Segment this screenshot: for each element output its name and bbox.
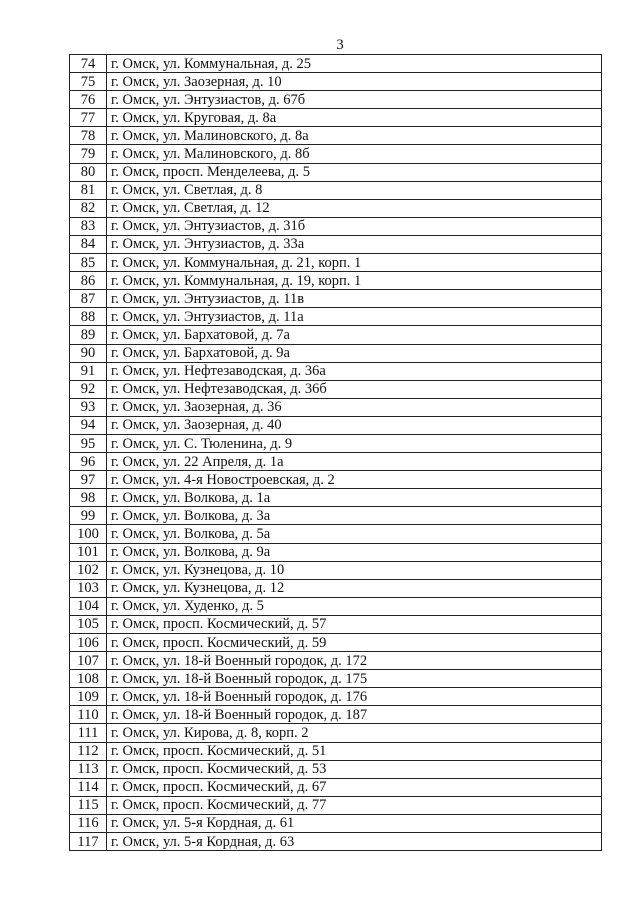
table-row: [70, 362, 602, 380]
table-row: [70, 579, 602, 597]
row-number: 100: [70, 525, 107, 543]
row-number: 111: [70, 724, 107, 742]
table-row: [70, 55, 602, 73]
row-address: г. Омск, ул. Бархатовой, д. 9а: [107, 344, 602, 362]
row-address: г. Омск, ул. 18-й Военный городок, д. 175: [107, 670, 602, 688]
row-number: 84: [70, 235, 107, 253]
table-row: [70, 290, 602, 308]
row-number: 117: [70, 833, 107, 851]
row-address: г. Омск, ул. Энтузиастов, д. 11в: [107, 290, 602, 308]
row-address: г. Омск, ул. 5-я Кордная, д. 63: [107, 833, 602, 851]
row-address: г. Омск, ул. Кирова, д. 8, корп. 2: [107, 724, 602, 742]
row-number: 90: [70, 344, 107, 362]
table-row: [70, 670, 602, 688]
row-number: 115: [70, 796, 107, 814]
table-row: [70, 127, 602, 145]
row-number: 86: [70, 272, 107, 290]
row-address: г. Омск, ул. Малиновского, д. 8б: [107, 145, 602, 163]
table-row: [70, 163, 602, 181]
row-address: г. Омск, просп. Космический, д. 53: [107, 760, 602, 778]
table-row: [70, 778, 602, 796]
row-number: 106: [70, 634, 107, 652]
row-address: г. Омск, ул. Заозерная, д. 36: [107, 398, 602, 416]
row-number: 83: [70, 217, 107, 235]
row-address: г. Омск, ул. Энтузиастов, д. 31б: [107, 217, 602, 235]
row-address: г. Омск, ул. Энтузиастов, д. 33а: [107, 235, 602, 253]
row-address: г. Омск, просп. Космический, д. 77: [107, 796, 602, 814]
table-row: [70, 814, 602, 832]
row-address: г. Омск, ул. Светлая, д. 12: [107, 199, 602, 217]
table-row: [70, 760, 602, 778]
row-address: г. Омск, ул. 18-й Военный городок, д. 176: [107, 688, 602, 706]
row-address: г. Омск, ул. Нефтезаводская, д. 36а: [107, 362, 602, 380]
table-row: [70, 199, 602, 217]
row-address: г. Омск, ул. Волкова, д. 5а: [107, 525, 602, 543]
table-row: [70, 833, 602, 851]
table-row: [70, 398, 602, 416]
row-address: г. Омск, ул. Бархатовой, д. 7а: [107, 326, 602, 344]
row-address: г. Омск, просп. Космический, д. 67: [107, 778, 602, 796]
table-row: [70, 471, 602, 489]
table-row: [70, 525, 602, 543]
row-address: г. Омск, просп. Менделеева, д. 5: [107, 163, 602, 181]
row-number: 75: [70, 73, 107, 91]
table-row: [70, 561, 602, 579]
table-row: [70, 597, 602, 615]
row-number: 101: [70, 543, 107, 561]
row-number: 105: [70, 615, 107, 633]
row-number: 87: [70, 290, 107, 308]
table-row: [70, 272, 602, 290]
table-row: [70, 453, 602, 471]
row-address: г. Омск, ул. 4-я Новостроевская, д. 2: [107, 471, 602, 489]
address-table: [69, 54, 602, 851]
row-number: 96: [70, 453, 107, 471]
row-address: г. Омск, ул. Волкова, д. 1а: [107, 489, 602, 507]
page-number: 3: [336, 37, 344, 53]
table-row: [70, 73, 602, 91]
row-address: г. Омск, ул. Кузнецова, д. 12: [107, 579, 602, 597]
row-number: 81: [70, 181, 107, 199]
row-number: 95: [70, 434, 107, 452]
row-number: 91: [70, 362, 107, 380]
row-number: 82: [70, 199, 107, 217]
table-row: [70, 308, 602, 326]
row-address: г. Омск, ул. 5-я Кордная, д. 61: [107, 814, 602, 832]
row-address: г. Омск, ул. Коммунальная, д. 21, корп. 1: [107, 254, 602, 272]
table-row: [70, 434, 602, 452]
table-row: [70, 489, 602, 507]
row-address: г. Омск, ул. Заозерная, д. 40: [107, 416, 602, 434]
row-address: г. Омск, ул. Малиновского, д. 8а: [107, 127, 602, 145]
row-number: 110: [70, 706, 107, 724]
table-row: [70, 796, 602, 814]
table-row: [70, 145, 602, 163]
table-row: [70, 652, 602, 670]
row-number: 77: [70, 109, 107, 127]
row-address: г. Омск, ул. Волкова, д. 9а: [107, 543, 602, 561]
row-number: 92: [70, 380, 107, 398]
row-number: 98: [70, 489, 107, 507]
row-number: 85: [70, 254, 107, 272]
row-address: г. Омск, ул. Заозерная, д. 10: [107, 73, 602, 91]
row-address: г. Омск, ул. Волкова, д. 3а: [107, 507, 602, 525]
row-number: 114: [70, 778, 107, 796]
table-row: [70, 181, 602, 199]
row-address: г. Омск, ул. 18-й Военный городок, д. 187: [107, 706, 602, 724]
row-number: 78: [70, 127, 107, 145]
table-row: [70, 615, 602, 633]
row-address: г. Омск, ул. Коммунальная, д. 25: [107, 55, 602, 73]
row-number: 74: [70, 55, 107, 73]
row-address: г. Омск, просп. Космический, д. 59: [107, 634, 602, 652]
row-address: г. Омск, ул. 22 Апреля, д. 1а: [107, 453, 602, 471]
table-row: [70, 543, 602, 561]
table-row: [70, 416, 602, 434]
row-number: 108: [70, 670, 107, 688]
table-row: [70, 507, 602, 525]
row-number: 109: [70, 688, 107, 706]
table-row: [70, 326, 602, 344]
table-row: [70, 109, 602, 127]
row-address: г. Омск, ул. Коммунальная, д. 19, корп. 1: [107, 272, 602, 290]
row-number: 112: [70, 742, 107, 760]
row-number: 93: [70, 398, 107, 416]
table-row: [70, 706, 602, 724]
row-number: 99: [70, 507, 107, 525]
table-row: [70, 742, 602, 760]
table-row: [70, 344, 602, 362]
row-address: г. Омск, ул. Светлая, д. 8: [107, 181, 602, 199]
table-row: [70, 91, 602, 109]
table-row: [70, 380, 602, 398]
row-address: г. Омск, просп. Космический, д. 51: [107, 742, 602, 760]
row-address: г. Омск, ул. Энтузиастов, д. 67б: [107, 91, 602, 109]
table-row: [70, 235, 602, 253]
table-row: [70, 254, 602, 272]
table-row: [70, 688, 602, 706]
address-table-body: [70, 55, 602, 851]
row-address: г. Омск, ул. С. Тюленина, д. 9: [107, 434, 602, 452]
row-number: 76: [70, 91, 107, 109]
row-address: г. Омск, ул. Круговая, д. 8а: [107, 109, 602, 127]
row-number: 104: [70, 597, 107, 615]
table-row: [70, 634, 602, 652]
row-number: 107: [70, 652, 107, 670]
row-number: 89: [70, 326, 107, 344]
row-number: 94: [70, 416, 107, 434]
row-number: 103: [70, 579, 107, 597]
row-address: г. Омск, ул. 18-й Военный городок, д. 172: [107, 652, 602, 670]
row-address: г. Омск, ул. Худенко, д. 5: [107, 597, 602, 615]
row-number: 113: [70, 760, 107, 778]
row-number: 80: [70, 163, 107, 181]
row-address: г. Омск, просп. Космический, д. 57: [107, 615, 602, 633]
row-address: г. Омск, ул. Энтузиастов, д. 11а: [107, 308, 602, 326]
row-number: 79: [70, 145, 107, 163]
row-number: 102: [70, 561, 107, 579]
table-row: [70, 724, 602, 742]
row-number: 88: [70, 308, 107, 326]
table-row: [70, 217, 602, 235]
row-number: 97: [70, 471, 107, 489]
row-number: 116: [70, 814, 107, 832]
row-address: г. Омск, ул. Нефтезаводская, д. 36б: [107, 380, 602, 398]
row-address: г. Омск, ул. Кузнецова, д. 10: [107, 561, 602, 579]
